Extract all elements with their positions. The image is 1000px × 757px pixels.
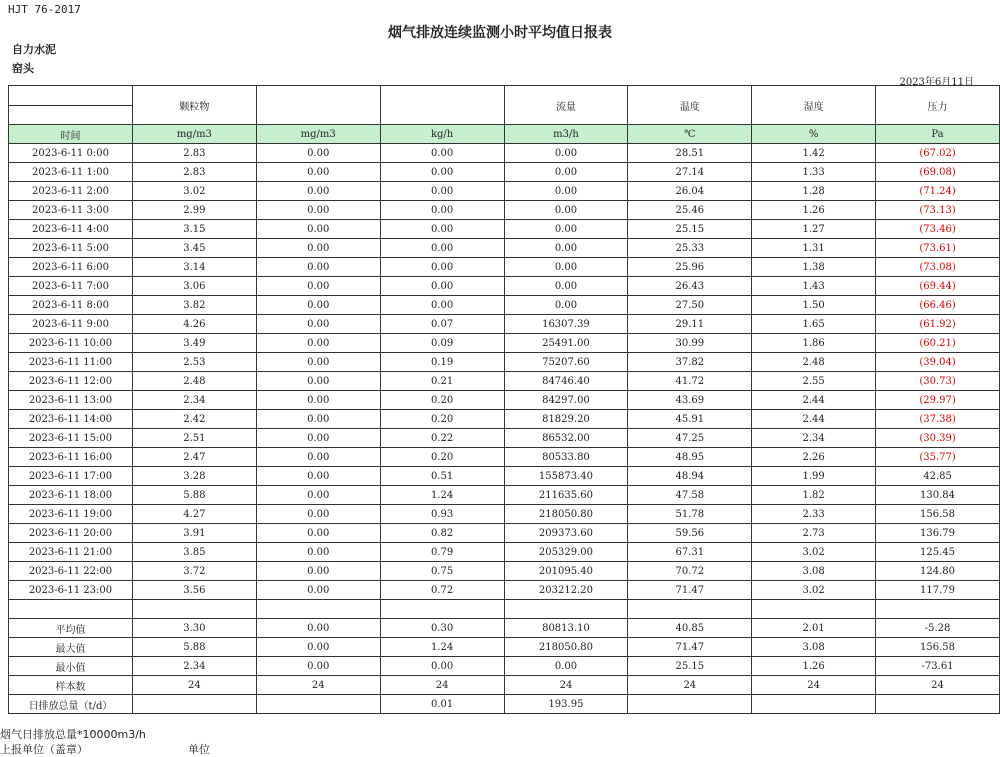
table-row [9,182,1000,201]
value-cell: 0.20 [380,391,504,410]
value-cell: 0.00 [380,144,504,163]
value-cell: 27.14 [628,163,752,182]
value-cell: (73.61) [876,239,1000,258]
value-cell: 0.21 [380,372,504,391]
value-cell: 59.56 [628,524,752,543]
value-cell: 0.22 [380,429,504,448]
value-cell: 26.04 [628,182,752,201]
summary-value-cell: 193.95 [504,695,628,714]
header-cell: 温度 [628,86,752,125]
value-cell: 0.00 [380,201,504,220]
table-row [9,296,1000,315]
value-cell: (73.13) [876,201,1000,220]
value-cell: 2.34 [752,429,876,448]
value-cell: 3.02 [752,581,876,600]
value-cell: 0.79 [380,543,504,562]
value-cell: 218050.80 [504,505,628,524]
value-cell: 1.82 [752,486,876,505]
value-cell: 25.46 [628,201,752,220]
value-cell: 0.00 [256,372,380,391]
value-cell: 0.75 [380,562,504,581]
value-cell: 84746.40 [504,372,628,391]
summary-value-cell: 0.00 [256,657,380,676]
summary-value-cell [132,695,256,714]
value-cell: 3.45 [132,239,256,258]
value-cell: (69.08) [876,163,1000,182]
time-cell: 2023-6-11 20:00 [9,524,133,543]
value-cell: 2.55 [752,372,876,391]
value-cell: 1.86 [752,334,876,353]
value-cell: 3.49 [132,334,256,353]
value-cell: 130.84 [876,486,1000,505]
value-cell: (69.44) [876,277,1000,296]
value-cell: 45.91 [628,410,752,429]
unit-cell: kg/h [380,125,504,144]
value-cell: 4.27 [132,505,256,524]
value-cell: 47.25 [628,429,752,448]
blank-row [9,600,1000,619]
value-cell: 117.79 [876,581,1000,600]
empty-cell [9,600,133,619]
value-cell: 2.99 [132,201,256,220]
value-cell: 3.82 [132,296,256,315]
report-title: 烟气排放连续监测小时平均值日报表 [388,25,612,41]
time-cell: 2023-6-11 14:00 [9,410,133,429]
unit-cell: 时间 [9,125,133,144]
value-cell: 0.20 [380,410,504,429]
value-cell: 84297.00 [504,391,628,410]
empty-cell [628,600,752,619]
value-cell: (67.02) [876,144,1000,163]
header-cell [256,86,380,125]
value-cell: 2.83 [132,144,256,163]
value-cell: 1.42 [752,144,876,163]
value-cell: 0.00 [256,334,380,353]
table-row [9,505,1000,524]
value-cell: 211635.60 [504,486,628,505]
empty-cell [752,600,876,619]
value-cell: 70.72 [628,562,752,581]
summary-value-cell: 25.15 [628,657,752,676]
value-cell: 27.50 [628,296,752,315]
value-cell: 0.00 [380,220,504,239]
value-cell: 30.99 [628,334,752,353]
value-cell: (30.39) [876,429,1000,448]
value-cell: 1.99 [752,467,876,486]
summary-value-cell: 24 [504,676,628,695]
header-cell: 湿度 [752,86,876,125]
header-cell: 压力 [876,86,1000,125]
value-cell: 0.00 [256,220,380,239]
value-cell: 3.56 [132,581,256,600]
summary-value-cell: 24 [628,676,752,695]
table-row [9,410,1000,429]
value-cell: (39.04) [876,353,1000,372]
summary-value-cell: 0.00 [380,657,504,676]
summary-value-cell: 71.47 [628,638,752,657]
summary-row [9,695,1000,714]
value-cell: 2.44 [752,391,876,410]
value-cell: 80533.80 [504,448,628,467]
value-cell: 0.07 [380,315,504,334]
value-cell: 3.08 [752,562,876,581]
table-row [9,163,1000,182]
summary-value-cell: 24 [256,676,380,695]
value-cell: 0.00 [504,201,628,220]
value-cell: 3.02 [132,182,256,201]
table-row [9,353,1000,372]
table-row [9,239,1000,258]
summary-value-cell: 1.24 [380,638,504,657]
time-cell: 2023-6-11 11:00 [9,353,133,372]
value-cell: 205329.00 [504,543,628,562]
value-cell: 26.43 [628,277,752,296]
value-cell: 0.00 [256,467,380,486]
table-row [9,448,1000,467]
value-cell: 48.94 [628,467,752,486]
value-cell: 0.00 [256,410,380,429]
value-cell: 71.47 [628,581,752,600]
table-row [9,391,1000,410]
value-cell: 0.00 [380,277,504,296]
header-cell [380,86,504,125]
value-cell: 0.20 [380,448,504,467]
summary-row [9,657,1000,676]
value-cell: 0.00 [256,543,380,562]
time-cell: 2023-6-11 9:00 [9,315,133,334]
value-cell: 2.83 [132,163,256,182]
summary-value-cell: 218050.80 [504,638,628,657]
value-cell: 203212.20 [504,581,628,600]
value-cell: 2.53 [132,353,256,372]
unit-label: 单位 [188,743,210,756]
time-cell: 2023-6-11 22:00 [9,562,133,581]
report-date: 2023年6月11日 [899,77,974,88]
value-cell: 0.00 [256,505,380,524]
value-cell: 16307.39 [504,315,628,334]
value-cell: 0.00 [256,353,380,372]
table-row [9,315,1000,334]
summary-label-cell: 平均值 [9,619,133,638]
value-cell: 0.00 [256,201,380,220]
value-cell: 1.27 [752,220,876,239]
summary-value-cell: -5.28 [876,619,1000,638]
value-cell: 0.00 [256,581,380,600]
value-cell: 0.51 [380,467,504,486]
time-cell: 2023-6-11 2:00 [9,182,133,201]
value-cell: 0.00 [504,296,628,315]
header-cell: 颗粒物 [132,86,256,125]
time-cell: 2023-6-11 3:00 [9,201,133,220]
value-cell: 0.00 [256,239,380,258]
value-cell: 28.51 [628,144,752,163]
value-cell: 2.26 [752,448,876,467]
table-row [9,581,1000,600]
value-cell: 1.33 [752,163,876,182]
summary-value-cell: 2.01 [752,619,876,638]
summary-value-cell: 156.58 [876,638,1000,657]
value-cell: (60.21) [876,334,1000,353]
value-cell: 0.00 [256,448,380,467]
value-cell: 37.82 [628,353,752,372]
value-cell: 0.00 [504,239,628,258]
empty-cell [876,600,1000,619]
time-cell: 2023-6-11 0:00 [9,144,133,163]
value-cell: 0.00 [256,163,380,182]
value-cell: 2.42 [132,410,256,429]
value-cell: 0.00 [256,296,380,315]
value-cell: 5.88 [132,486,256,505]
value-cell: 51.78 [628,505,752,524]
summary-value-cell: 0.00 [256,638,380,657]
value-cell: 0.00 [256,315,380,334]
value-cell: 0.00 [256,182,380,201]
value-cell: 0.00 [256,258,380,277]
table-row [9,524,1000,543]
value-cell: 0.19 [380,353,504,372]
value-cell: 75207.60 [504,353,628,372]
value-cell: 41.72 [628,372,752,391]
summary-value-cell: 0.00 [256,619,380,638]
value-cell: 3.28 [132,467,256,486]
table-row [9,277,1000,296]
value-cell: 42.85 [876,467,1000,486]
unit-cell: mg/m3 [256,125,380,144]
empty-cell [132,600,256,619]
table-row [9,334,1000,353]
kiln-name: 窑头 [12,62,34,75]
summary-value-cell: 3.08 [752,638,876,657]
value-cell: 3.85 [132,543,256,562]
value-cell: 125.45 [876,543,1000,562]
empty-cell [256,600,380,619]
units-row [9,125,1000,144]
value-cell: 2.48 [132,372,256,391]
time-cell: 2023-6-11 23:00 [9,581,133,600]
value-cell: (71.24) [876,182,1000,201]
header-row [9,86,1000,125]
summary-label-cell: 最大值 [9,638,133,657]
time-cell: 2023-6-11 12:00 [9,372,133,391]
time-cell: 2023-6-11 6:00 [9,258,133,277]
value-cell: 0.00 [256,562,380,581]
value-cell: 156.58 [876,505,1000,524]
value-cell: 0.00 [504,277,628,296]
unit-cell: m3/h [504,125,628,144]
time-cell: 2023-6-11 18:00 [9,486,133,505]
table-row [9,144,1000,163]
hourly-average-table [8,85,1000,714]
table-row [9,467,1000,486]
value-cell: 0.00 [256,391,380,410]
value-cell: 1.28 [752,182,876,201]
reporting-unit-label: 上报单位（盖章） [0,743,88,756]
value-cell: (73.46) [876,220,1000,239]
value-cell: 1.43 [752,277,876,296]
summary-value-cell: 24 [876,676,1000,695]
value-cell: 2.51 [132,429,256,448]
table-row [9,372,1000,391]
summary-value-cell: 3.30 [132,619,256,638]
value-cell: 0.00 [504,144,628,163]
value-cell: 0.00 [380,239,504,258]
value-cell: 2.48 [752,353,876,372]
value-cell: 25491.00 [504,334,628,353]
time-cell: 2023-6-11 19:00 [9,505,133,524]
time-cell: 2023-6-11 13:00 [9,391,133,410]
value-cell: 0.00 [256,277,380,296]
value-cell: 0.00 [256,144,380,163]
company-name: 自力水泥 [12,43,56,56]
value-cell: 136.79 [876,524,1000,543]
summary-label-cell: 最小值 [9,657,133,676]
value-cell: 86532.00 [504,429,628,448]
time-cell: 2023-6-11 8:00 [9,296,133,315]
value-cell: 1.50 [752,296,876,315]
summary-label-cell: 样本数 [9,676,133,695]
time-cell: 2023-6-11 17:00 [9,467,133,486]
summary-value-cell: 0.30 [380,619,504,638]
value-cell: 209373.60 [504,524,628,543]
value-cell: 0.00 [504,182,628,201]
value-cell: 124.80 [876,562,1000,581]
value-cell: 3.91 [132,524,256,543]
time-cell: 2023-6-11 7:00 [9,277,133,296]
empty-cell [380,600,504,619]
value-cell: 43.69 [628,391,752,410]
summary-value-cell: 24 [380,676,504,695]
table-row [9,220,1000,239]
value-cell: 0.00 [380,258,504,277]
value-cell: 0.00 [504,163,628,182]
unit-cell: % [752,125,876,144]
value-cell: 1.26 [752,201,876,220]
time-cell: 2023-6-11 15:00 [9,429,133,448]
value-cell: 3.02 [752,543,876,562]
value-cell: 0.00 [256,486,380,505]
table-row [9,486,1000,505]
summary-value-cell: 0.01 [380,695,504,714]
summary-row [9,676,1000,695]
value-cell: 0.00 [256,524,380,543]
value-cell: 0.72 [380,581,504,600]
value-cell: 2.47 [132,448,256,467]
table-row [9,562,1000,581]
value-cell: 2.33 [752,505,876,524]
value-cell: 67.31 [628,543,752,562]
value-cell: (30.73) [876,372,1000,391]
summary-value-cell [876,695,1000,714]
summary-row [9,619,1000,638]
value-cell: (35.77) [876,448,1000,467]
empty-cell [504,600,628,619]
table-row [9,201,1000,220]
summary-row [9,638,1000,657]
time-cell: 2023-6-11 21:00 [9,543,133,562]
summary-value-cell: 24 [132,676,256,695]
summary-value-cell: 24 [752,676,876,695]
unit-cell: mg/m3 [132,125,256,144]
header-cell: 流量 [504,86,628,125]
time-cell: 2023-6-11 10:00 [9,334,133,353]
value-cell: 3.72 [132,562,256,581]
value-cell: 48.95 [628,448,752,467]
time-cell: 2023-6-11 16:00 [9,448,133,467]
value-cell: (37.38) [876,410,1000,429]
unit-cell: Pa [876,125,1000,144]
value-cell: 0.00 [380,296,504,315]
value-cell: (29.97) [876,391,1000,410]
value-cell: 0.09 [380,334,504,353]
value-cell: 1.38 [752,258,876,277]
value-cell: 0.93 [380,505,504,524]
value-cell: 0.82 [380,524,504,543]
value-cell: 47.58 [628,486,752,505]
summary-value-cell: 40.85 [628,619,752,638]
value-cell: 2.34 [132,391,256,410]
value-cell: 4.26 [132,315,256,334]
standard-code: HJT 76-2017 [8,3,81,16]
value-cell: 2.44 [752,410,876,429]
value-cell: (61.92) [876,315,1000,334]
value-cell: 3.14 [132,258,256,277]
value-cell: 3.15 [132,220,256,239]
value-cell: 25.96 [628,258,752,277]
unit-cell: ℃ [628,125,752,144]
summary-value-cell [752,695,876,714]
summary-value-cell: 0.00 [504,657,628,676]
value-cell: 0.00 [256,429,380,448]
value-cell: 1.31 [752,239,876,258]
time-cell: 2023-6-11 5:00 [9,239,133,258]
value-cell: 3.06 [132,277,256,296]
value-cell: 0.00 [380,163,504,182]
total-flue-label: 烟气日排放总量*10000m3/h [0,728,146,741]
value-cell: 1.65 [752,315,876,334]
summary-value-cell: 80813.10 [504,619,628,638]
value-cell: 1.24 [380,486,504,505]
time-cell: 2023-6-11 4:00 [9,220,133,239]
summary-value-cell: 5.88 [132,638,256,657]
value-cell: (73.08) [876,258,1000,277]
summary-value-cell [628,695,752,714]
value-cell: 2.73 [752,524,876,543]
summary-value-cell: -73.61 [876,657,1000,676]
value-cell: 0.00 [380,182,504,201]
value-cell: 25.33 [628,239,752,258]
value-cell: 25.15 [628,220,752,239]
value-cell: 0.00 [504,220,628,239]
value-cell: 201095.40 [504,562,628,581]
table-row [9,258,1000,277]
value-cell: 0.00 [504,258,628,277]
value-cell: (66.46) [876,296,1000,315]
value-cell: 155873.40 [504,467,628,486]
value-cell: 29.11 [628,315,752,334]
summary-value-cell: 1.26 [752,657,876,676]
summary-label-cell: 日排放总量（t/d） [9,695,133,714]
value-cell: 81829.20 [504,410,628,429]
table-row [9,543,1000,562]
summary-value-cell [256,695,380,714]
table-row [9,429,1000,448]
header-corner-cell [9,86,133,125]
summary-value-cell: 2.34 [132,657,256,676]
time-cell: 2023-6-11 1:00 [9,163,133,182]
